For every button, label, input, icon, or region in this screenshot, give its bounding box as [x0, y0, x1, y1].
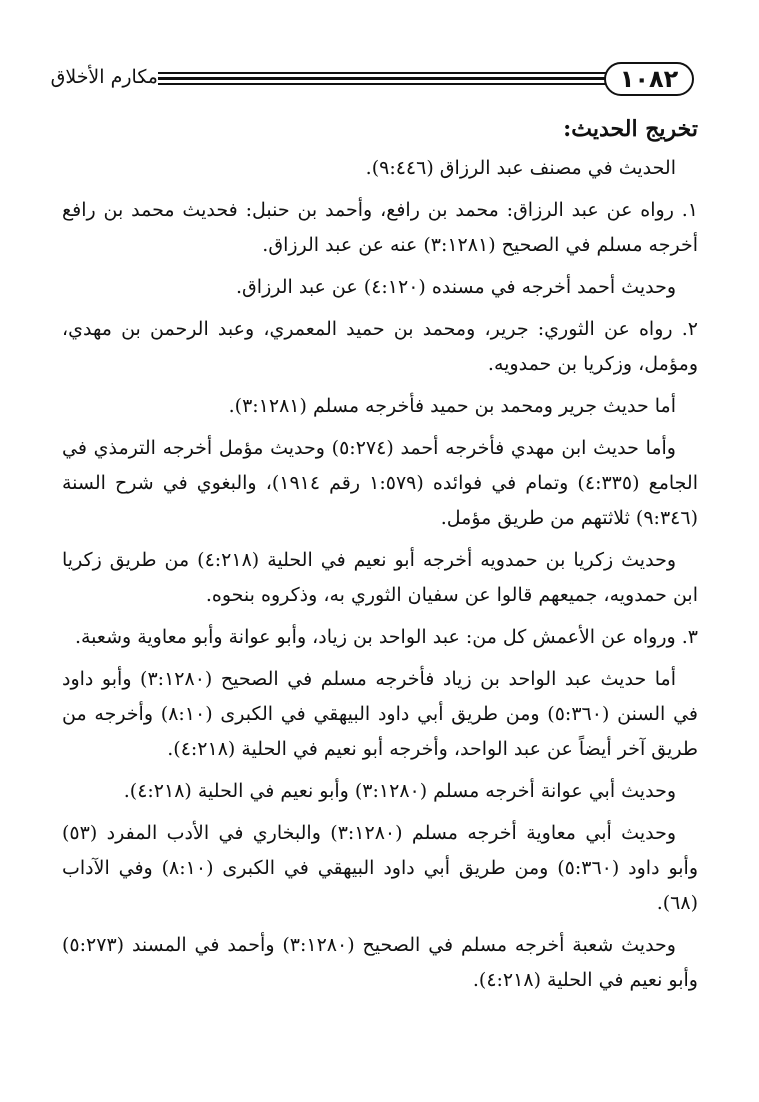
page-number: ١٠٨٢ [604, 62, 694, 96]
header-rule [158, 72, 606, 86]
page-content [62, 112, 698, 1005]
paragraph-item-2: ٢. رواه عن الثوري: جرير، ومحمد بن حميد المعمري، وعبد الرحمن بن مهدي، ومؤمل، وزكريا بن حمدويه. [62, 318, 698, 375]
section-title: تخريج الحديث: [563, 116, 698, 142]
paragraph-item-3: ٣. ورواه عن الأعمش كل من: عبد الواحد بن زياد، وأبو عوانة وأبو معاوية وشعبة. [74, 626, 698, 648]
paragraph-zakariya: وحديث زكريا بن حمدويه أخرجه أبو نعيم في الحلية (٤:٢١٨) من طريق زكريا ابن حمدويه، جميعهم قالوا عن سفيان الثوري به، وذكروه بنحوه. [62, 549, 698, 606]
book-title: مكارم الأخلاق [50, 66, 158, 88]
paragraph-ahmad: وحديث أحمد أخرجه في مسنده (٤:١٢٠) عن عبد الرزاق. [236, 276, 676, 298]
paragraph-shuba: وحديث شعبة أخرجه مسلم في الصحيح (٣:١٢٨٠) وأحمد في المسند (٥:٢٧٣) وأبو نعيم في الحلية (٤:٢١٨). [62, 934, 698, 991]
paragraph-abu-awana: وحديث أبي عوانة أخرجه مسلم (٣:١٢٨٠) وأبو نعيم في الحلية (٤:٢١٨). [123, 780, 676, 802]
paragraph-jarir: أما حديث جرير ومحمد بن حميد فأخرجه مسلم (٣:١٢٨١). [228, 395, 676, 417]
paragraph-ibn-mahdi: وأما حديث ابن مهدي فأخرجه أحمد (٥:٢٧٤) وحديث مؤمل أخرجه الترمذي في الجامع (٤:٣٣٥) وتمام في فوائده (١:٥٧٩ رقم ١٩١٤)، والبغوي في شرح السنة (٩:٣٤٦) ثلاثتهم من طريق مؤمل. [62, 437, 699, 529]
paragraph-item-1: ١. رواه عن عبد الرزاق: محمد بن رافع، وأحمد بن حنبل: فحديث محمد بن رافع أخرجه مسلم في الصحيح (٣:١٢٨١) عنه عن عبد الرزاق. [62, 199, 698, 256]
page-header [50, 60, 694, 104]
paragraph-abd-alwahid: أما حديث عبد الواحد بن زياد فأخرجه مسلم في الصحيح (٣:١٢٨٠) وأبو داود في السنن (٥:٣٦٠) ومن طريق أبي داود البيهقي في الكبرى (٨:١٠) وأخرجه من طريق آخر أيضاً عن عبد الواحد، وأخرجه أبو نعيم في الحلية (٤:٢١٨). [62, 668, 699, 760]
paragraph-abu-muawiya: وحديث أبي معاوية أخرجه مسلم (٣:١٢٨٠) والبخاري في الأدب المفرد (٥٣) وأبو داود (٥:٣٦٠) ومن طريق أبي داود البيهقي في الكبرى (٨:١٠) وفي الآداب (٦٨). [62, 822, 698, 914]
paragraph-intro: الحديث في مصنف عبد الرزاق (٩:٤٤٦). [365, 157, 676, 179]
